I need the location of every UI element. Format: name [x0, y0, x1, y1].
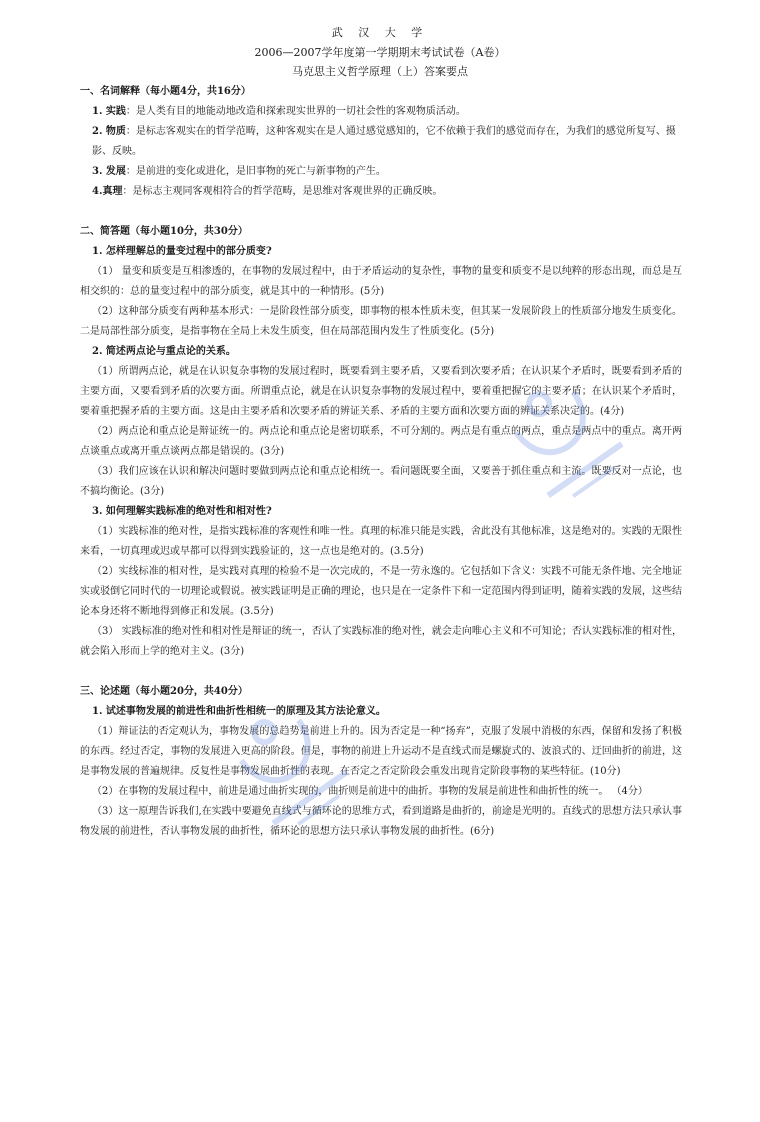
answer-paragraph: （2）两点论和重点论是辩证统一的。两点论和重点论是密切联系，不可分割的。两点是有重点的两点，重点是两点中的重点。离开两点谈重点或离开重点谈两点都是错误的。(3分) — [80, 426, 682, 457]
question-2-1: 1. 怎样理解总的量变过程中的部分质变? — [92, 246, 272, 257]
answer-paragraph: （2）实线标准的相对性，是实践对真理的检验不是一次完成的，不是一劳永逸的。它包括如下含义：实践不可能无条件地、完全地证实或驳倒它同时代的一切理论或假说。被实践证明是正确的理论，也只是在一定条件下和一定范围内得到证明，随着实践的发展，这些结论本身还将不断地得到修正和发展。(3.5分) — [80, 566, 682, 617]
answer-paragraph: （1）所谓两点论，就是在认识复杂事物的发展过程时，既要看到主要矛盾，又要看到次要矛盾；在认识某个矛盾时，既要看到矛盾的主要方面，又要看到矛盾的次要方面。所谓重点论，就是在认识复杂事物的发展过程中，要着重把握它的主要矛盾；在认识某个矛盾时，要着重把握矛盾的主要方面。这是由主要矛盾和次要矛盾的辨证关系、矛盾的主要方面和次要方面的辨证关系决定的。(4分) — [80, 366, 682, 417]
question-2-3: 3. 如何理解实践标准的绝对性和相对性? — [92, 506, 272, 517]
term-development: 3. 发展：是前进的变化或进化，是旧事物的死亡与新事物的产生。 — [92, 166, 386, 177]
question-2-2: 2. 简述两点论与重点论的关系。 — [92, 346, 236, 357]
answer-paragraph: （1） 量变和质变是互相渗透的，在事物的发展过程中，由于矛盾运动的复杂性，事物的量变和质变不是以纯粹的形态出现，而总是互相交织的：总的量变过程中的部分质变，就是其中的一种情形。(5分) — [80, 266, 682, 297]
answer-paragraph: （2）这种部分质变有两种基本形式：一是阶段性部分质变，即事物的根本性质未变，但其某一发展阶段上的性质部分地发生质变化。二是局部性部分质变，是指事物在全局上未发生质变，但在局部范围内发生了性质变化。(5分) — [80, 306, 682, 337]
question-3-1: 1. 试述事物发展的前进性和曲折性相统一的原理及其方法论意义。 — [92, 706, 386, 717]
answer-paragraph: （3）这一原理告诉我们,在实践中要避免直线式与循环论的思维方式，看到道路是曲折的，前途是光明的。直线式的思想方法只承认事物发展的前进性，否认事物发展的曲折性，循环论的思想方法只承认事物发展的曲折性。(6分) — [80, 806, 682, 837]
answer-paragraph: （1）辩证法的否定观认为，事物发展的总趋势是前进上升的。因为否定是一种“扬弃”，克服了发展中消极的东西，保留和发扬了积极的东西。经过否定，事物的发展进入更高的阶段。但是，事物的前进上升运动不是直线式而是螺旋式的、波浪式的、迂回曲折的前进，这是事物发展的普遍规律。反复性是事物发展曲折性的表现。在否定之否定阶段会重发出现肯定阶段事物的某些特征。(10分) — [80, 726, 682, 777]
term-truth: 4.真理：是标志主观同客观相符合的哲学范畴，是思维对客观世界的正确反映。 — [92, 186, 443, 197]
answer-paragraph: （3） 实践标准的绝对性和相对性是辩证的统一，否认了实践标准的绝对性，就会走向唯心主义和不可知论；否认实践标准的相对性，就会陷入形而上学的绝对主义。(3分) — [80, 626, 682, 657]
spacer — [80, 662, 682, 682]
course-title: 马克思主义哲学原理（上）答案要点 — [292, 65, 468, 78]
university-name: 武 汉 大 学 — [331, 26, 429, 39]
answer-paragraph: （2）在事物的发展过程中，前进是通过曲折实现的，曲折则是前进中的曲折。事物的发展是前进性和曲折性的统一。 （4分） — [92, 786, 648, 797]
spacer — [80, 202, 682, 222]
section-1-title: 一、名词解释（每小题4分，共16分） — [80, 86, 251, 97]
term-practice: 1. 实践：是人类有目的地能动地改造和探索现实世界的一切社会性的客观物质活动。 — [92, 106, 466, 117]
section-2-title: 二、简答题（每小题10分，共30分） — [80, 226, 248, 237]
answer-content — [80, 82, 682, 842]
answer-paragraph: （3）我们应该在认识和解决问题时要做到两点论和重点论相统一。看问题既要全面，又要善于抓住重点和主流。既要反对一点论，也不搞均衡论。(3分) — [80, 466, 682, 497]
answer-paragraph: （1）实践标准的绝对性，是指实践标准的客观性和唯一性。真理的标准只能是实践，舍此没有其他标准，这是绝对的。实践的无限性来看，一切真理或迟或早都可以得到实践验证的，这一点也是绝对的。(3.5分) — [80, 526, 682, 557]
exam-term: 2006—2007学年度第一学期期末考试试卷（A卷） — [254, 46, 506, 59]
section-3-title: 三、论述题（每小题20分，共40分） — [80, 686, 248, 697]
term-matter: 2. 物质：是标志客观实在的哲学范畴，这种客观实在是人通过感觉感知的，它不依赖于我们的感觉而存在，为我们的感觉所复写、摄影、反映。 — [92, 126, 676, 157]
